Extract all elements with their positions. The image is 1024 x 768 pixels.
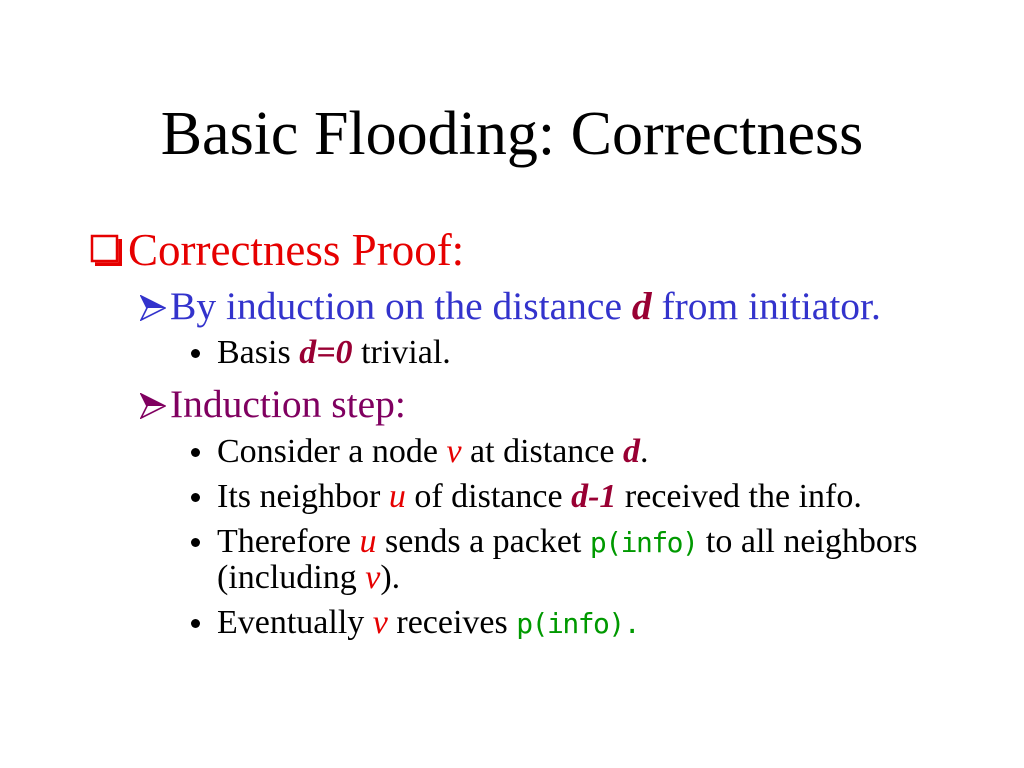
outline-heading	[128, 225, 465, 275]
step-text: at distance	[461, 433, 623, 470]
step-item	[217, 434, 648, 470]
induction-text: By induction on the distance	[170, 284, 632, 328]
step-item	[217, 479, 862, 515]
arrowhead-bullet-icon	[140, 393, 166, 419]
step-text: Its neighbor	[217, 478, 389, 515]
step-text: to all neighbors	[697, 523, 918, 560]
variable-u: u	[359, 523, 377, 560]
variable-d-equals-0: d=0	[299, 334, 353, 371]
step-text: Consider a node	[217, 433, 447, 470]
slide-title: Basic Flooding: Correctness	[160, 100, 864, 168]
bullet-dot-icon	[191, 493, 200, 502]
packet-name: p(info).	[516, 607, 640, 640]
step-text: Eventually	[217, 604, 373, 641]
basis-text: Basis	[217, 334, 300, 371]
packet-name: p(info)	[589, 526, 698, 559]
variable-v: v	[446, 433, 462, 470]
hollow-square-bullet-icon	[90, 234, 124, 268]
step-text: received the info.	[616, 478, 862, 515]
step-text: of distance	[405, 478, 572, 515]
induction-step-heading	[170, 382, 406, 426]
variable-d-minus-1: d-1	[571, 478, 617, 515]
step-text: sends a packet	[376, 523, 590, 560]
step-text: Therefore	[217, 523, 360, 560]
variable-u: u	[388, 478, 406, 515]
variable-d: d	[622, 433, 640, 470]
step-item	[217, 605, 639, 641]
variable-d: d	[631, 284, 652, 328]
induction-text: from initiator.	[651, 284, 881, 328]
step-text: .	[639, 433, 649, 470]
outline-heading-text: Correctness Proof:	[128, 225, 465, 275]
bullet-dot-icon	[191, 619, 200, 628]
variable-v: v	[372, 604, 388, 641]
basis-item	[217, 335, 451, 371]
bullet-dot-icon	[191, 448, 200, 457]
basis-text: trivial.	[352, 334, 451, 371]
step-text: receives	[387, 604, 517, 641]
induction-step-text: Induction step:	[170, 382, 406, 426]
induction-point	[170, 284, 881, 328]
variable-v: v	[365, 559, 381, 596]
step-item	[217, 524, 917, 596]
bullet-dot-icon	[191, 538, 200, 547]
step-text: (including	[217, 559, 366, 596]
arrowhead-bullet-icon	[140, 295, 166, 321]
step-text: ).	[380, 559, 401, 596]
bullet-dot-icon	[191, 349, 200, 358]
